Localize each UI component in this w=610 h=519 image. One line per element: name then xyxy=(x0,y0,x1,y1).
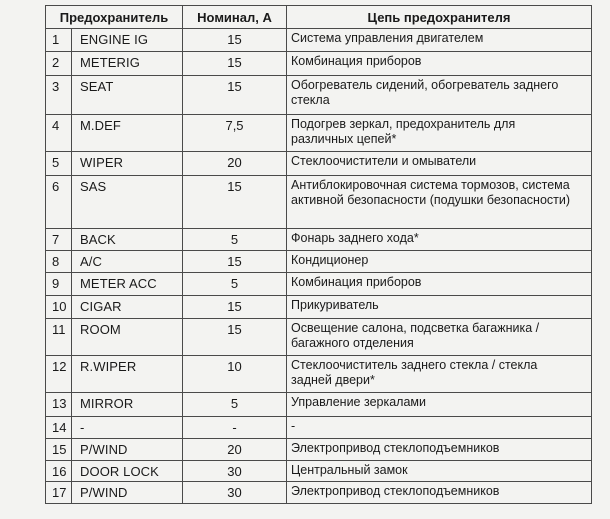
fuse-name: P/WIND xyxy=(72,439,183,461)
fuse-circuit: Стеклоочистители и омыватели xyxy=(287,152,592,176)
fuse-rating: 30 xyxy=(183,482,287,504)
fuse-number: 11 xyxy=(46,319,72,356)
table-row xyxy=(46,417,592,439)
fuse-circuit: - xyxy=(287,417,592,439)
fuse-number: 14 xyxy=(46,417,72,439)
fuse-circuit: Кондиционер xyxy=(287,251,592,273)
fuse-number: 5 xyxy=(46,152,72,176)
fuse-circuit: Система управления двигателем xyxy=(287,29,592,52)
fuse-circuit: Стеклоочиститель заднего стекла / стекла задней двери* xyxy=(287,356,592,393)
fuse-circuit: Комбинация приборов xyxy=(287,273,592,296)
fuse-number: 3 xyxy=(46,76,72,115)
fuse-rating: 15 xyxy=(183,52,287,76)
table-row xyxy=(46,273,592,296)
fuse-rating: 15 xyxy=(183,296,287,319)
table-row xyxy=(46,52,592,76)
fuse-circuit: Обогреватель сидений, обогреватель заднего стекла xyxy=(287,76,592,115)
fuse-name: A/C xyxy=(72,251,183,273)
fuse-name: P/WIND xyxy=(72,482,183,504)
fuse-name: METER ACC xyxy=(72,273,183,296)
fuse-name: BACK xyxy=(72,229,183,251)
table-row xyxy=(46,251,592,273)
table-row xyxy=(46,356,592,393)
fuse-circuit: Антиблокировочная система тормозов, система активной безопасности (подушки безопасности) xyxy=(287,176,592,229)
fuse-circuit: Подогрев зеркал, предохранитель для различных цепей* xyxy=(287,115,592,152)
fuse-number: 17 xyxy=(46,482,72,504)
fuse-circuit: Электропривод стеклоподъемников xyxy=(287,439,592,461)
fuse-name: SAS xyxy=(72,176,183,229)
fuse-rating: 15 xyxy=(183,251,287,273)
table-row xyxy=(46,393,592,417)
fuse-name: R.WIPER xyxy=(72,356,183,393)
fuse-name: WIPER xyxy=(72,152,183,176)
fuse-rating: 15 xyxy=(183,29,287,52)
fuse-rating: 20 xyxy=(183,152,287,176)
fuse-rating: 5 xyxy=(183,273,287,296)
fuse-table xyxy=(45,5,592,504)
fuse-rating: 20 xyxy=(183,439,287,461)
fuse-name: ROOM xyxy=(72,319,183,356)
fuse-rating: 5 xyxy=(183,229,287,251)
fuse-name: ENGINE IG xyxy=(72,29,183,52)
fuse-number: 4 xyxy=(46,115,72,152)
fuse-number: 13 xyxy=(46,393,72,417)
table-row xyxy=(46,461,592,482)
fuse-number: 7 xyxy=(46,229,72,251)
fuse-number: 9 xyxy=(46,273,72,296)
table-row xyxy=(46,319,592,356)
fuse-rating: 15 xyxy=(183,176,287,229)
table-row xyxy=(46,229,592,251)
table-row xyxy=(46,296,592,319)
fuse-name: MIRROR xyxy=(72,393,183,417)
fuse-number: 12 xyxy=(46,356,72,393)
header-fuse: Предохранитель xyxy=(46,6,183,29)
fuse-number: 15 xyxy=(46,439,72,461)
fuse-number: 10 xyxy=(46,296,72,319)
fuse-number: 16 xyxy=(46,461,72,482)
fuse-name: CIGAR xyxy=(72,296,183,319)
fuse-circuit: Фонарь заднего хода* xyxy=(287,229,592,251)
fuse-rating: 15 xyxy=(183,76,287,115)
fuse-circuit: Центральный замок xyxy=(287,461,592,482)
fuse-name: M.DEF xyxy=(72,115,183,152)
header-rating: Номинал, А xyxy=(183,6,287,29)
fuse-number: 1 xyxy=(46,29,72,52)
fuse-circuit: Прикуриватель xyxy=(287,296,592,319)
fuse-name: - xyxy=(72,417,183,439)
table-row xyxy=(46,152,592,176)
fuse-rating: - xyxy=(183,417,287,439)
fuse-circuit: Освещение салона, подсветка багажника / багажного отделения xyxy=(287,319,592,356)
fuse-name: METERIG xyxy=(72,52,183,76)
fuse-rating: 15 xyxy=(183,319,287,356)
fuse-rating: 7,5 xyxy=(183,115,287,152)
table-row xyxy=(46,176,592,229)
table-row xyxy=(46,76,592,115)
table-row xyxy=(46,482,592,504)
fuse-rating: 5 xyxy=(183,393,287,417)
fuse-number: 6 xyxy=(46,176,72,229)
fuse-circuit: Электропривод стеклоподъемников xyxy=(287,482,592,504)
table-body xyxy=(46,29,592,504)
fuse-number: 2 xyxy=(46,52,72,76)
table-header-row xyxy=(46,6,592,29)
fuse-circuit: Управление зеркалами xyxy=(287,393,592,417)
header-circuit: Цепь предохранителя xyxy=(287,6,592,29)
fuse-number: 8 xyxy=(46,251,72,273)
table-row xyxy=(46,29,592,52)
fuse-circuit: Комбинация приборов xyxy=(287,52,592,76)
fuse-name: DOOR LOCK xyxy=(72,461,183,482)
fuse-rating: 30 xyxy=(183,461,287,482)
fuse-name: SEAT xyxy=(72,76,183,115)
table-row xyxy=(46,439,592,461)
fuse-rating: 10 xyxy=(183,356,287,393)
table-row xyxy=(46,115,592,152)
